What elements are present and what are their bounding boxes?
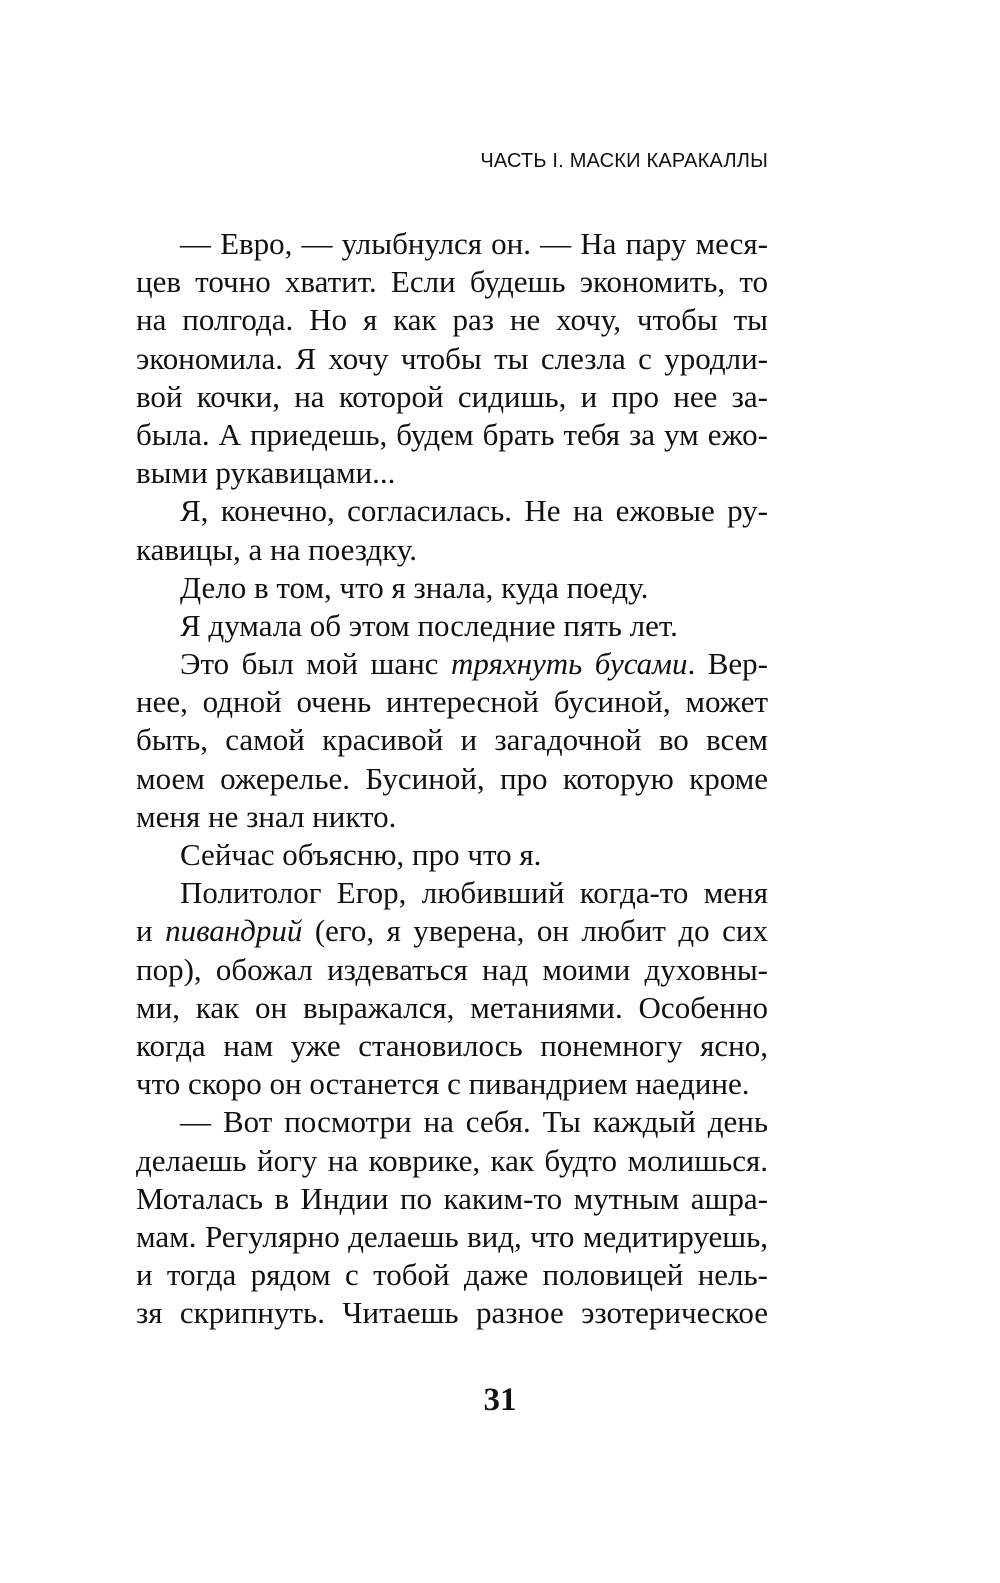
text-line: меня не знал никто.	[136, 798, 397, 834]
paragraph	[136, 874, 768, 1103]
text-line: кавицы, а на поездку.	[136, 531, 417, 567]
text-line: вой кочки, на которой сидишь, и про нее за-	[136, 378, 768, 414]
text-line: что скоро он останется с пивандрием наедине.	[136, 1066, 750, 1102]
text-line	[136, 912, 768, 950]
text-line: Я, конечно, согласилась. Не на ежовые ру-	[180, 493, 768, 529]
paragraph	[136, 1103, 768, 1332]
page-number: 31	[483, 1382, 517, 1418]
text-run: . Вер-	[687, 646, 769, 682]
text-line: — Вот посмотри на себя. Ты каждый день	[180, 1104, 768, 1140]
text-line	[136, 645, 768, 683]
text-line: Сейчас объясню, про что я.	[180, 837, 542, 872]
italic-phrase: тряхнуть бусами	[450, 646, 688, 682]
text-line: выми рукавицами...	[136, 455, 396, 491]
text-line: Политолог Егор, любивший когда-то меня	[180, 875, 768, 911]
text-line: цев точно хватит. Если будешь экономить, то	[136, 264, 768, 300]
text-line: на полгода. Но я как раз не хочу, чтобы ты	[136, 302, 768, 338]
text-line: и тогда рядом с тобой даже половицей нель-	[136, 1257, 768, 1293]
paragraph	[136, 836, 768, 874]
text-line: быть, самой красивой и загадочной во всем	[136, 722, 768, 758]
paragraph	[136, 645, 768, 836]
text-line: нее, одной очень интересной бусиной, может	[136, 684, 768, 720]
text-line: мам. Регулярно делаешь вид, что медитируешь,	[136, 1218, 768, 1254]
text-run: (его, я уверена, он любит до сих	[302, 913, 768, 949]
text-line: зя скрипнуть. Читаешь разное эзотерическое	[136, 1295, 768, 1331]
text-line: пор), обожал издеваться над моими духовны-	[136, 951, 768, 987]
text-run: и	[136, 913, 166, 949]
text-line: ми, как он выражался, метаниями. Особенно	[136, 989, 768, 1025]
text-line: Я думала об этом последние пять лет.	[180, 607, 678, 643]
paragraph	[136, 492, 768, 568]
text-line: была. А приедешь, будем брать тебя за ум ежо-	[136, 416, 768, 452]
text-line: — Евро, — улыбнулся он. — На пару меся-	[180, 226, 768, 261]
text-line: моем ожерелье. Бусиной, про которую кроме	[136, 760, 768, 796]
paragraph	[136, 569, 768, 607]
text-run: Это был мой шанс	[180, 646, 451, 682]
text-line: делаешь йогу на коврике, как будто молишься.	[136, 1142, 768, 1178]
italic-phrase: пивандрий	[165, 913, 303, 949]
paragraph	[136, 225, 768, 492]
text-line: Моталась в Индии по каким-то мутным ашра-	[136, 1180, 768, 1216]
text-line: когда нам уже становилось понемногу ясно,	[136, 1027, 768, 1063]
text-line: экономила. Я хочу чтобы ты слезла с уродли-	[136, 340, 768, 376]
text-line: Дело в том, что я знала, куда поеду.	[180, 569, 649, 605]
body-text	[136, 225, 768, 1332]
running-head: ЧАСТЬ I. МАСКИ КАРАКАЛЛЫ	[480, 150, 768, 172]
paragraph	[136, 607, 768, 645]
